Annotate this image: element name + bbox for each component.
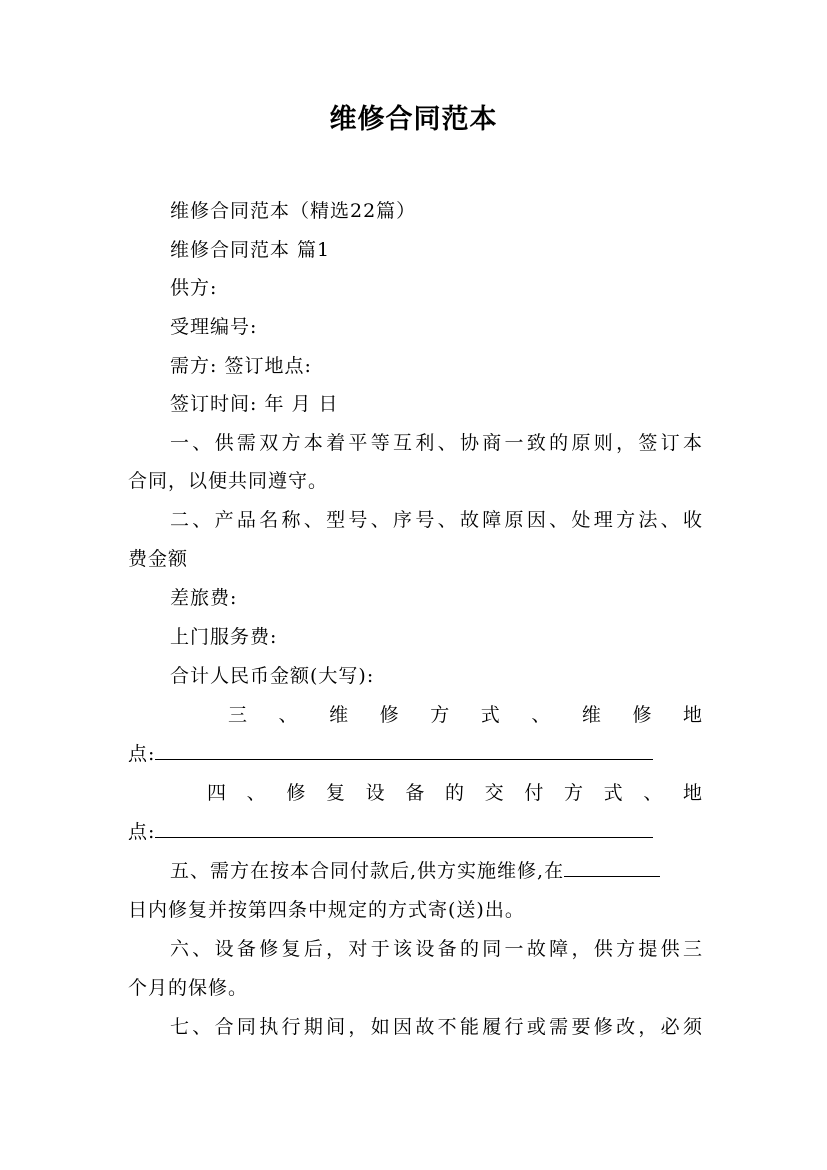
clause-4-line-1: 四 、 修 复 设 备 的 交 付 方 式 、 地 [207,782,703,804]
supplier-line: 供方: [170,277,218,299]
buyer-location-line: 需方: 签订地点: [170,355,312,377]
location-label: 点: [128,743,156,765]
clause-7-line-1: 七、合同执行期间，如因故不能履行或需要修改，必须 [170,1016,703,1038]
blank-underline [155,741,653,760]
total-amount-line: 合计人民币金额(大写): [170,665,375,687]
clause-6-line-2: 个月的保修。 [128,977,249,999]
clause-3-line-2 [128,739,703,769]
clause-5-line-2: 日内修复并按第四条中规定的方式寄(送)出。 [128,899,525,921]
service-fee-line: 上门服务费: [170,626,278,648]
clause-2-line-1: 二、产品名称、型号、序号、故障原因、处理方法、收 [170,509,703,531]
clause-2-line-2: 费金额 [128,548,189,570]
clause-5-text: 五、需方在按本合同付款后,供方实施维修,在 [170,860,565,882]
document-title: 维修合同范本 [329,104,498,135]
clause-4-line-2 [128,817,703,847]
blank-underline [564,858,660,877]
signing-date-line: 签订时间: 年 月 日 [170,393,339,415]
clause-6-line-1: 六、设备修复后，对于该设备的同一故障，供方提供三 [170,938,703,960]
section-heading: 维修合同范本 篇1 [170,239,331,261]
clause-5-line-1 [170,856,703,886]
subtitle-line: 维修合同范本（精选22篇） [170,200,417,222]
clause-1-line-1: 一、供需双方本着平等互利、协商一致的原则，签订本 [170,432,703,454]
travel-expense-line: 差旅费: [170,587,238,609]
clause-3-line-1: 三 、 维 修 方 式 、 维 修 地 [228,704,703,726]
location-label: 点: [128,821,156,843]
clause-1-line-2: 合同，以便共同遵守。 [128,470,329,492]
blank-underline [155,819,653,838]
acceptance-number-line: 受理编号: [170,316,258,338]
